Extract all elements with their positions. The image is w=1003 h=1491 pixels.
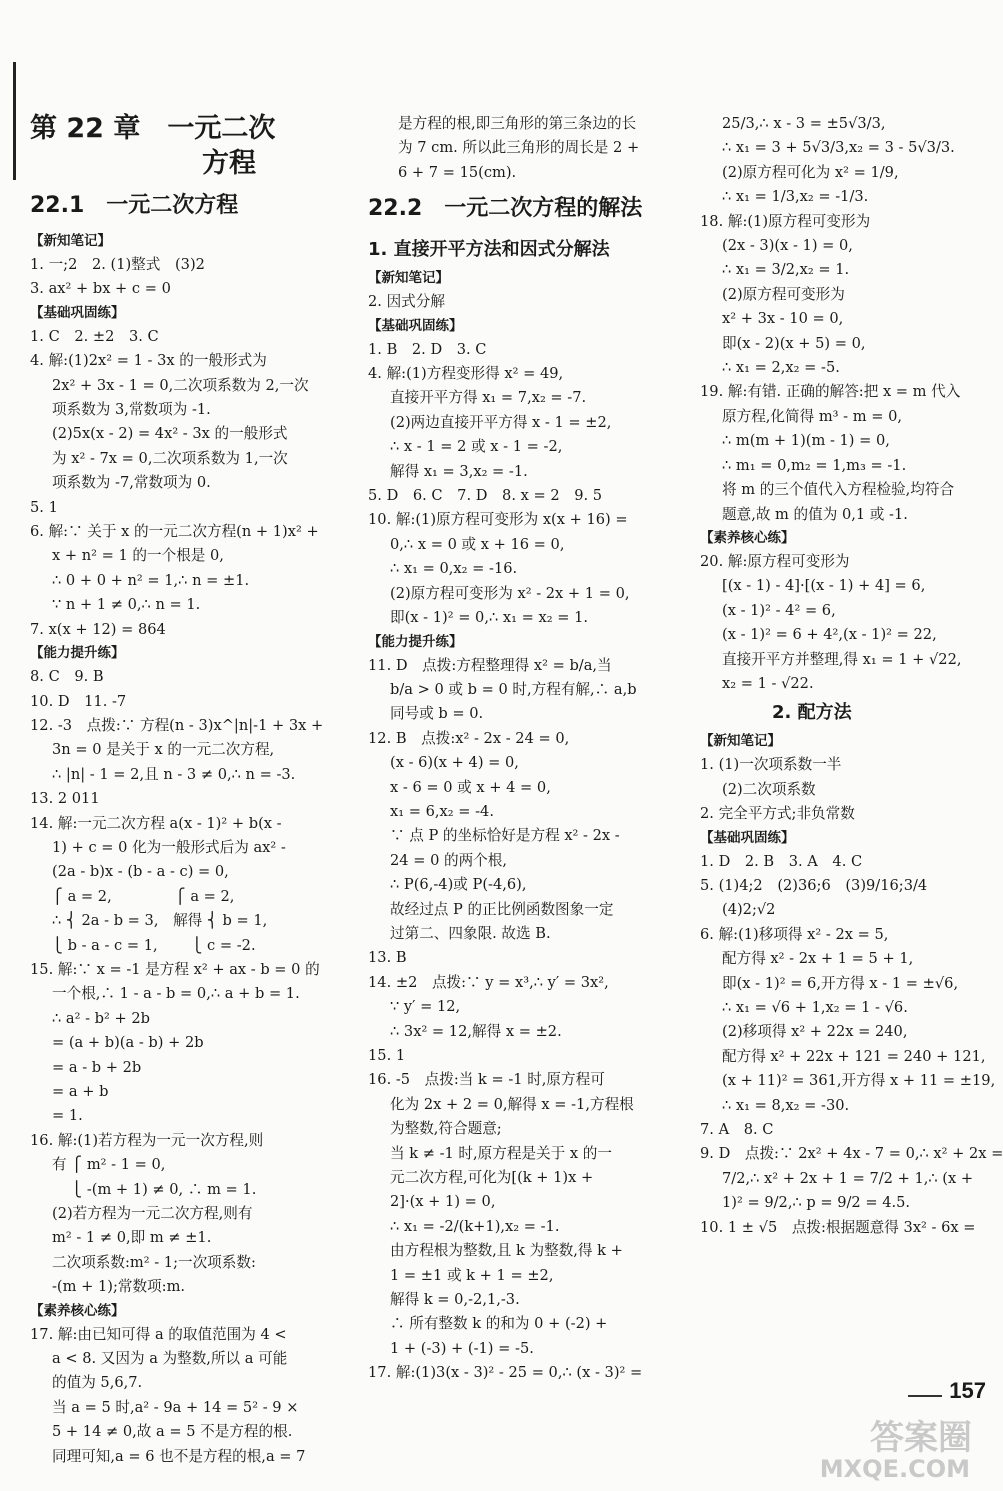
answer-line: 16. 解:(1)若方程为一元一次方程,则 — [30, 1131, 264, 1149]
answer-line: b/a > 0 或 b = 0 时,方程有解,∴ a,b — [390, 680, 637, 698]
answer-line: 一个根,∴ 1 - a - b = 0,∴ a + b = 1. — [52, 985, 300, 1003]
answer-line: 15. 1 — [368, 1047, 406, 1064]
answer-line: (x - 1)² - 4² = 6, — [722, 601, 836, 619]
answer-line: ∴ a² - b² + 2b — [52, 1009, 151, 1027]
answer-line: 4. 解:(1)2x² = 1 - 3x 的一般形式为 — [30, 352, 267, 370]
answer-line: ∴ 0 + 0 + n² = 1,∴ n = ±1. — [52, 571, 250, 589]
answer-line: = a + b — [52, 1083, 109, 1100]
answer-line: 1. B 2. D 3. C — [368, 340, 487, 358]
answer-line: 11. D 点拨:方程整理得 x² = b/a,当 — [368, 656, 612, 674]
answer-line: 17. 解:由已知可得 a 的取值范围为 4 < — [30, 1325, 287, 1343]
answer-line: ⎩ b - a - c = 1, ⎩ c = -2. — [52, 936, 256, 954]
answer-line: 2. 完全平方式;非负常数 — [700, 805, 855, 823]
exercise-category-tag: 【素养核心练】 — [30, 1302, 125, 1319]
exercise-category-tag: 【素养核心练】 — [700, 529, 795, 546]
answer-line: 1 + (-3) + (-1) = -5. — [390, 1339, 534, 1357]
answer-line: 3n = 0 是关于 x 的一元二次方程, — [52, 741, 275, 759]
answer-line: 13. 2 011 — [30, 790, 100, 808]
exercise-category-tag: 【基础巩固练】 — [700, 829, 795, 846]
answer-line: 3. ax² + bx + c = 0 — [30, 280, 171, 298]
answer-line: 10. 1 ± √5 点拨:根据题意得 3x² - 6x = — [700, 1218, 976, 1236]
answer-line: 18. 解:(1)原方程可变形为 — [700, 212, 871, 230]
answer-line: 1. 一;2 2. (1)整式 (3)2 — [30, 256, 205, 273]
answer-line: 解得 k = 0,-2,1,-3. — [390, 1291, 520, 1309]
answer-line: ∴ x₁ = 3 + 5√3/3,x₂ = 3 - 5√3/3. — [722, 139, 955, 157]
subsection-heading: 1. 直接开平方法和因式分解法 — [368, 239, 610, 261]
answer-line: ∴ P(6,-4)或 P(-4,6), — [390, 876, 527, 894]
answer-line: ∴ 3x² = 12,解得 x = ±2. — [390, 1022, 562, 1040]
answer-line: ∴ x₁ = -2/(k+1),x₂ = -1. — [390, 1217, 560, 1235]
answer-line: ⎩ -(m + 1) ≠ 0, ∴ m = 1. — [52, 1180, 257, 1198]
answer-line: 1. C 2. ±2 3. C — [30, 327, 159, 345]
answer-line: 直接开平方并整理,得 x₁ = 1 + √22, — [722, 650, 962, 668]
answer-line: 14. 解:一元二次方程 a(x - 1)² + b(x - — [30, 814, 282, 832]
answer-line: 1 = ±1 或 k + 1 = ±2, — [390, 1266, 554, 1284]
answer-line: ∴ 所有整数 k 的和为 0 + (-2) + — [390, 1315, 608, 1333]
exercise-category-tag: 【新知笔记】 — [30, 233, 111, 249]
answer-line: ⎧ a = 2, ⎧ a = 2, — [52, 887, 235, 905]
answer-line: -(m + 1);常数项:m. — [52, 1278, 186, 1296]
answer-line: 有 ⎧ m² - 1 = 0, — [52, 1156, 166, 1174]
answer-line: 的值为 5,6,7. — [52, 1374, 143, 1392]
answer-line: ∴ x₁ = 2,x₂ = -5. — [722, 359, 840, 377]
answer-line: 原方程,化简得 m³ - m = 0, — [722, 407, 903, 425]
answer-line: 5 + 14 ≠ 0,故 a = 5 不是方程的根. — [52, 1423, 293, 1441]
answer-line: 6. 解:∵ 关于 x 的一元二次方程(n + 1)x² + — [30, 523, 319, 541]
answer-line: ∵ y′ = 12, — [390, 998, 461, 1016]
page-number: 157 — [949, 1378, 986, 1403]
answer-line: 1. (1)一次项系数一半 — [700, 756, 842, 774]
answer-line: = a - b + 2b — [52, 1058, 142, 1076]
answer-line: 7. A 8. C — [700, 1121, 774, 1139]
answer-line: 故经过点 P 的正比例函数图象一定 — [390, 900, 614, 918]
answer-line: 9. D 点拨:∵ 2x² + 4x - 7 = 0,∴ x² + 2x = — [700, 1145, 1003, 1163]
answer-line: 2]·(x + 1) = 0, — [390, 1193, 496, 1211]
answer-line: 15. 解:∵ x = -1 是方程 x² + ax - b = 0 的 — [30, 960, 320, 978]
answer-line: 4. 解:(1)方程变形得 x² = 49, — [368, 365, 564, 383]
answer-line: (2)二次项系数 — [722, 780, 816, 798]
exercise-category-tag: 【新知笔记】 — [700, 733, 781, 750]
answer-line: 当 a = 5 时,a² - 9a + 14 = 5² - 9 × — [52, 1398, 299, 1416]
answer-line: 25/3,∴ x - 3 = ±5√3/3, — [722, 115, 886, 132]
answer-line: ∴ m₁ = 0,m₂ = 1,m₃ = -1. — [722, 456, 907, 474]
answer-line: 5. 1 — [30, 498, 58, 516]
answer-line: 14. ±2 点拨:∵ y = x³,∴ y′ = 3x², — [368, 973, 609, 991]
answer-line: 10. D 11. -7 — [30, 692, 127, 710]
answer-line: 将 m 的三个值代入方程检验,均符合 — [722, 481, 955, 499]
answer-line: (x - 1)² = 6 + 4²,(x - 1)² = 22, — [722, 626, 937, 644]
answer-line: 二次项系数:m² - 1;一次项系数: — [52, 1253, 256, 1271]
section-heading: 方程 — [202, 148, 256, 179]
answer-line: ∴ ⎨ 2a - b = 3, 解得 ⎨ b = 1, — [52, 912, 268, 930]
answer-line: ∴ x₁ = 8,x₂ = -30. — [722, 1096, 850, 1114]
answer-line: ∴ x₁ = 1/3,x₂ = -1/3. — [722, 188, 869, 206]
answer-line: 为整数,符合题意; — [390, 1120, 502, 1138]
answer-line: 同理可知,a = 6 也不是方程的根,a = 7 — [52, 1447, 306, 1465]
exercise-category-tag: 【基础巩固练】 — [30, 304, 125, 321]
answer-line: = (a + b)(a - b) + 2b — [52, 1034, 204, 1052]
answer-line: 20. 解:原方程可变形为 — [700, 552, 850, 570]
answer-line: 元二次方程,可化为[(k + 1)x + — [390, 1169, 594, 1187]
watermark-logo: 答案圈 — [870, 1418, 972, 1458]
answer-line: (2)原方程可变形为 — [722, 285, 845, 303]
answer-line: (2)两边直接开平方得 x - 1 = ±2, — [390, 413, 612, 431]
answer-line: ∴ x₁ = √6 + 1,x₂ = 1 - √6. — [722, 999, 908, 1016]
exercise-category-tag: 【基础巩固练】 — [368, 317, 463, 334]
answer-line: x + n² = 1 的一个根是 0, — [52, 547, 224, 565]
answer-line: 配方得 x² - 2x + 1 = 5 + 1, — [722, 950, 914, 968]
answer-line: 由方程根为整数,且 k 为整数,得 k + — [390, 1242, 623, 1260]
answer-line: x₁ = 6,x₂ = -4. — [390, 802, 494, 820]
answer-line: 配方得 x² + 22x + 121 = 240 + 121, — [722, 1047, 986, 1065]
answer-line: [(x - 1) - 4]·[(x - 1) + 4] = 6, — [722, 577, 926, 595]
answer-line: 7. x(x + 12) = 864 — [30, 620, 166, 638]
answer-line: (2)原方程可变形为 x² - 2x + 1 = 0, — [390, 584, 630, 602]
answer-line: (4)2;√2 — [722, 901, 776, 919]
watermark-url: MXQE.COM — [819, 1455, 970, 1483]
answer-line: ∴ x₁ = 0,x₂ = -16. — [390, 560, 518, 578]
margin-rule — [13, 62, 16, 180]
answer-line: (x + 11)² = 361,开方得 x + 11 = ±19, — [722, 1072, 996, 1090]
answer-line: (2)原方程可化为 x² = 1/9, — [722, 163, 899, 181]
exercise-category-tag: 【能力提升练】 — [30, 645, 125, 662]
answer-line: 5. D 6. C 7. D 8. x = 2 9. 5 — [368, 487, 603, 505]
section-heading: 22.1 一元二次方程 — [30, 193, 239, 218]
answer-line: 17. 解:(1)3(x - 3)² - 25 = 0,∴ (x - 3)² = — [368, 1364, 643, 1382]
answer-line: 19. 解:有错. 正确的解答:把 x = m 代入 — [700, 383, 961, 401]
answer-line: 24 = 0 的两个根, — [390, 851, 508, 869]
answer-line: (2x - 3)(x - 1) = 0, — [722, 237, 853, 255]
answer-line: 12. B 点拨:x² - 2x - 24 = 0, — [368, 729, 570, 747]
answer-line: 1. D 2. B 3. A 4. C — [700, 852, 863, 870]
column-left — [30, 112, 330, 1469]
answer-line: 项系数为 3,常数项为 -1. — [52, 401, 211, 419]
answer-line: 直接开平方得 x₁ = 7,x₂ = -7. — [390, 389, 587, 407]
answer-line: 7/2,∴ x² + 2x + 1 = 7/2 + 1,∴ (x + — [722, 1169, 974, 1187]
answer-line: 0,∴ x = 0 或 x + 16 = 0, — [390, 535, 565, 553]
answer-line: 6 + 7 = 15(cm). — [398, 163, 517, 181]
answer-line: 即(x - 1)² = 0,∴ x₁ = x₂ = 1. — [390, 609, 589, 627]
answer-line: x - 6 = 0 或 x + 4 = 0, — [390, 778, 551, 796]
answer-line: 为 7 cm. 所以此三角形的周长是 2 + — [398, 139, 640, 157]
answer-line: 8. C 9. B — [30, 668, 104, 686]
answer-line: x₂ = 1 - √22. — [722, 674, 814, 692]
answer-line: 10. 解:(1)原方程可变形为 x(x + 16) = — [368, 511, 628, 529]
section-heading: 第 22 章 一元二次 — [30, 113, 276, 144]
answer-line: 16. -5 点拨:当 k = -1 时,原方程可 — [368, 1071, 605, 1089]
answer-line: a < 8. 又因为 a 为整数,所以 a 可能 — [52, 1350, 288, 1368]
answer-line: (2)若方程为一元二次方程,则有 — [52, 1205, 253, 1223]
answer-line: 1) + c = 0 化为一般形式后为 ax² - — [52, 838, 286, 856]
answer-line: 题意,故 m 的值为 0,1 或 -1. — [722, 505, 908, 523]
answer-line: ∴ x - 1 = 2 或 x - 1 = -2, — [390, 438, 563, 456]
subsection-heading: 2. 配方法 — [700, 702, 852, 724]
answer-line: (2a - b)x - (b - a - c) = 0, — [52, 863, 229, 881]
exercise-category-tag: 【新知笔记】 — [368, 270, 449, 287]
answer-line: 同号或 b = 0. — [390, 705, 484, 723]
answer-line: 当 k ≠ -1 时,原方程是关于 x 的一 — [390, 1144, 612, 1162]
answer-line: 13. B — [368, 949, 407, 967]
exercise-category-tag: 【能力提升练】 — [368, 633, 463, 650]
answer-line: 化为 2x + 2 = 0,解得 x = -1,方程根 — [390, 1095, 634, 1113]
answer-line: 过第二、四象限. 故选 B. — [390, 924, 551, 942]
section-heading: 22.2 一元二次方程的解法 — [368, 196, 643, 222]
answer-line: 12. -3 点拨:∵ 方程(n - 3)x^|n|-1 + 3x + — [30, 716, 324, 734]
answer-line: m² - 1 ≠ 0,即 m ≠ ±1. — [52, 1229, 212, 1247]
answer-line: = 1. — [52, 1107, 83, 1125]
column-right — [700, 112, 1003, 1240]
answer-line: 1)² = 9/2,∴ p = 9/2 = 4.5. — [722, 1194, 911, 1212]
answer-line: 为 x² - 7x = 0,二次项系数为 1,一次 — [52, 449, 288, 467]
answer-line: 解得 x₁ = 3,x₂ = -1. — [390, 462, 528, 480]
answer-line: ∵ 点 P 的坐标恰好是方程 x² - 2x - — [390, 827, 620, 845]
answer-line: 是方程的根,即三角形的第三条边的长 — [398, 115, 637, 132]
column-middle — [368, 112, 670, 1386]
answer-line: (2)移项得 x² + 22x = 240, — [722, 1023, 908, 1041]
answer-line: (x - 6)(x + 4) = 0, — [390, 754, 519, 772]
answer-line: x² + 3x - 10 = 0, — [722, 310, 844, 328]
answer-line: (2)5x(x - 2) = 4x² - 3x 的一般形式 — [52, 425, 288, 443]
page-number-rule — [908, 1395, 942, 1397]
answer-line: 2. 因式分解 — [368, 293, 445, 311]
answer-line: ∵ n + 1 ≠ 0,∴ n = 1. — [52, 596, 201, 614]
answer-line: ∴ m(m + 1)(m - 1) = 0, — [722, 432, 890, 450]
answer-line: 项系数为 -7,常数项为 0. — [52, 474, 211, 492]
answer-line: ∴ |n| - 1 = 2,且 n - 3 ≠ 0,∴ n = -3. — [52, 765, 296, 783]
answer-line: 5. (1)4;2 (2)36;6 (3)9/16;3/4 — [700, 876, 928, 894]
answer-line: 即(x - 2)(x + 5) = 0, — [722, 334, 866, 352]
answer-line: 2x² + 3x - 1 = 0,二次项系数为 2,一次 — [52, 376, 309, 394]
answer-line: 即(x - 1)² = 6,开方得 x - 1 = ±√6, — [722, 974, 959, 992]
answer-line: 6. 解:(1)移项得 x² - 2x = 5, — [700, 925, 889, 943]
answer-line: ∴ x₁ = 3/2,x₂ = 1. — [722, 261, 850, 279]
